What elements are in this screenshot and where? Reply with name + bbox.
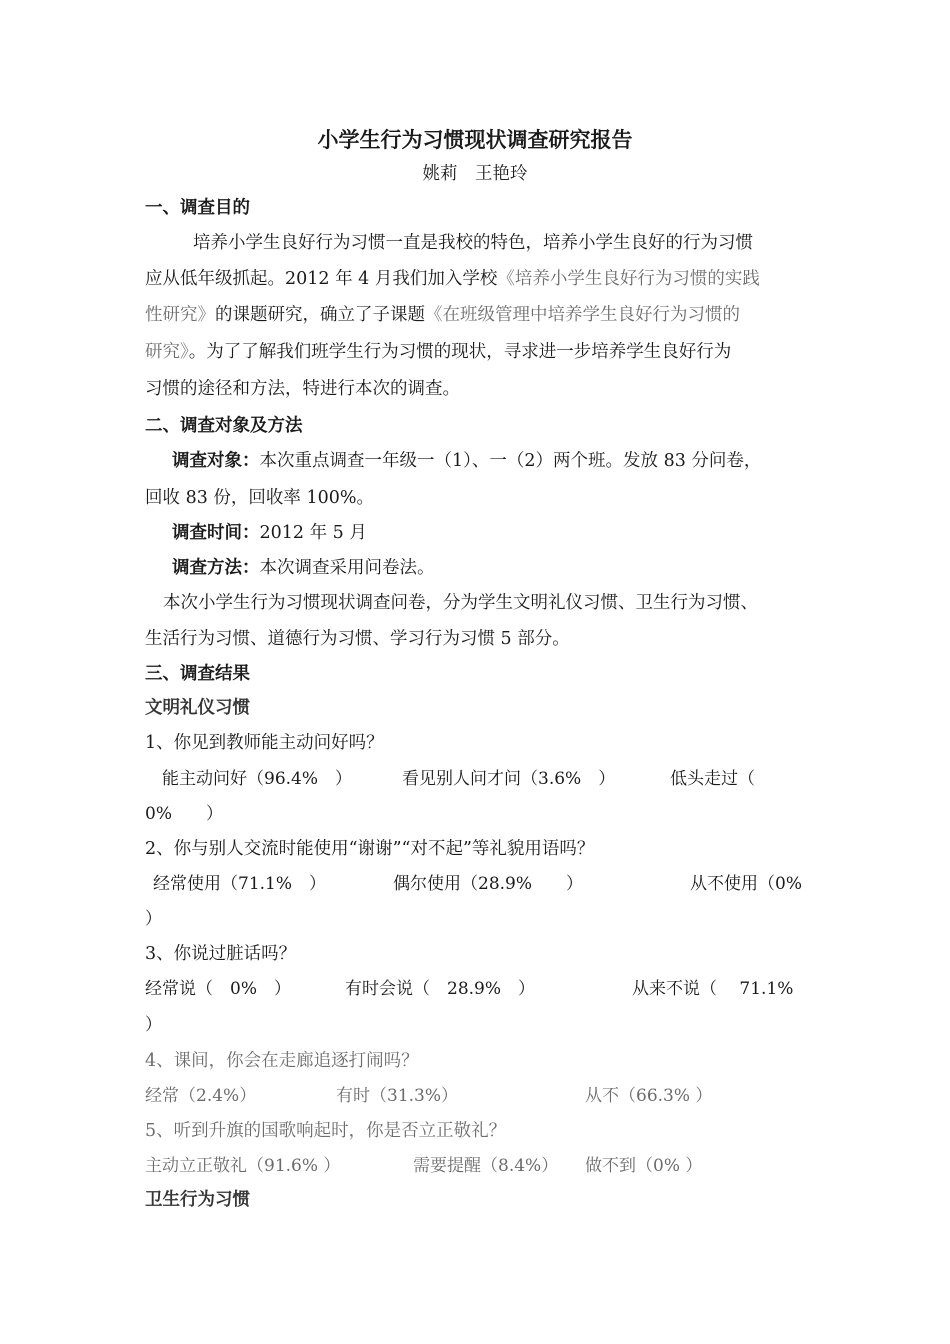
- answer-option: 需要提醒（8.4%）: [413, 1156, 559, 1176]
- answer-option: 经常使用（71.1% ）: [153, 874, 327, 894]
- question-3: 3、你说过脏话吗？: [145, 944, 297, 964]
- answer-option: 看见别人问才问（3.6% ）: [402, 769, 616, 789]
- answer-option-cont: ）: [145, 1015, 162, 1035]
- page-title: 小学生行为习惯现状调查研究报告: [317, 128, 633, 152]
- authors: 姚莉 王艳玲: [422, 164, 528, 184]
- section-2-heading: 二、调查对象及方法: [145, 416, 303, 436]
- section-3-heading: 三、调查结果: [145, 664, 250, 684]
- subsection-heading: 文明礼仪习惯: [145, 698, 250, 718]
- paragraph-line: 培养小学生良好行为习惯一直是我校的特色，培养小学生良好的行为习惯: [193, 233, 753, 253]
- answer-option: 有时（31.3%）: [336, 1086, 459, 1106]
- paragraph-line: 习惯的途径和方法，特进行本次的调查。: [145, 379, 460, 399]
- survey-time: 调查时间：2012 年 5 月: [172, 523, 367, 543]
- answer-option: 主动立正敬礼（91.6% ）: [145, 1156, 341, 1176]
- answer-option: 从不（66.3% ）: [585, 1086, 713, 1106]
- answer-option: 偶尔使用（28.9% ）: [393, 874, 584, 894]
- question-2: 2、你与别人交流时能使用“谢谢”“对不起”等礼貌用语吗？: [145, 839, 595, 859]
- answer-option: 能主动问好（96.4% ）: [162, 769, 353, 789]
- paragraph-line: 应从低年级抓起。2012 年 4 月我们加入学校《培养小学生良好行为习惯的实践: [145, 269, 760, 289]
- question-4: 4、课间，你会在走廊追逐打闹吗？: [145, 1051, 419, 1071]
- subsection-heading: 卫生行为习惯: [145, 1190, 250, 1210]
- paragraph-line: 研究》。为了了解我们班学生行为习惯的现状，寻求进一步培养学生良好行为: [145, 342, 732, 362]
- survey-subject: 调查对象：本次重点调查一年级一（1）、一（2）两个班。发放 83 分问卷，: [172, 451, 762, 471]
- answer-option-cont: 0% ）: [145, 804, 223, 824]
- question-5: 5、听到升旗的国歌响起时，你是否立正敬礼？: [145, 1121, 507, 1141]
- answer-option: 低头走过（: [670, 769, 755, 789]
- paragraph-line: 性研究》的课题研究，确立了子课题《在班级管理中培养学生良好行为习惯的: [145, 305, 740, 325]
- answer-option: 做不到（0% ）: [585, 1156, 703, 1176]
- answer-option: 从不使用（0%: [690, 874, 802, 894]
- survey-method: 调查方法：本次调查采用问卷法。: [172, 558, 435, 578]
- paragraph-line: 生活行为习惯、道德行为习惯、学习行为习惯 5 部分。: [145, 629, 570, 649]
- survey-subject-cont: 回收 83 份，回收率 100%。: [145, 488, 374, 508]
- answer-option: 从来不说（ 71.1%: [632, 979, 794, 999]
- paragraph-line: 本次小学生行为习惯现状调查问卷，分为学生文明礼仪习惯、卫生行为习惯、: [163, 593, 758, 613]
- answer-option: 经常（2.4%）: [145, 1086, 257, 1106]
- answer-option-cont: ）: [145, 909, 162, 929]
- answer-option: 经常说（ 0% ）: [145, 979, 291, 999]
- answer-option: 有时会说（ 28.9% ）: [345, 979, 536, 999]
- section-1-heading: 一、调查目的: [145, 198, 250, 218]
- question-1: 1、你见到教师能主动问好吗？: [145, 733, 384, 753]
